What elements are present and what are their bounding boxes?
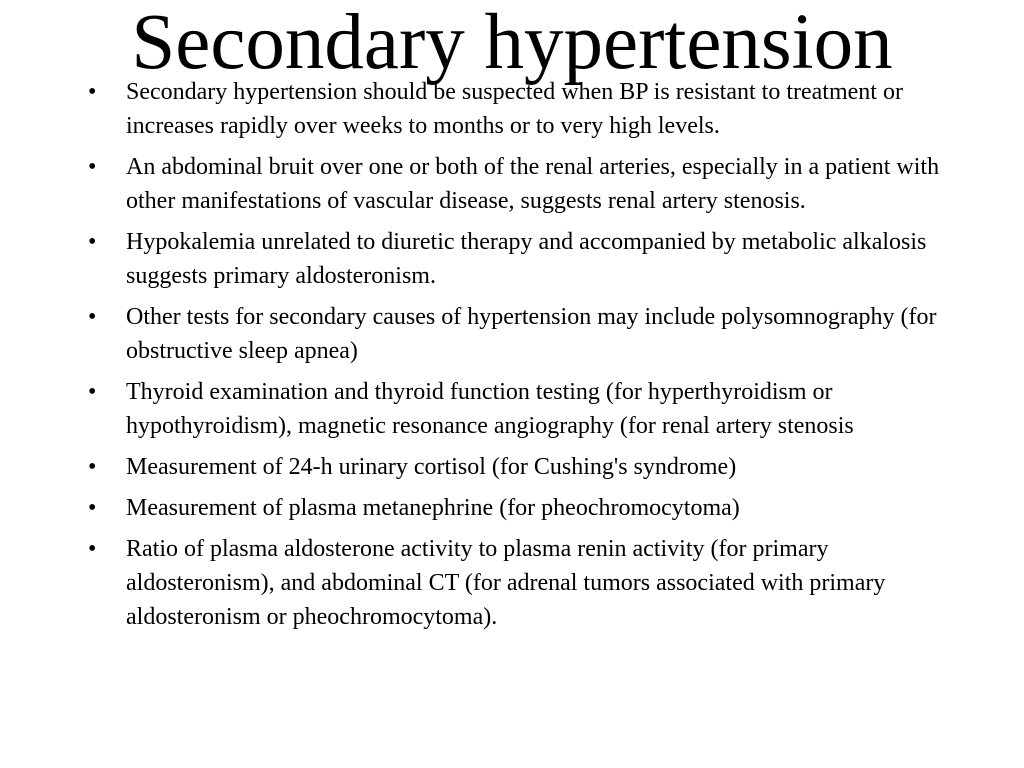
bullet-icon: • (88, 79, 97, 105)
bullet-item (88, 450, 948, 484)
bullet-text: Measurement of 24-h urinary cortisol (for Cushing's syndrome) (126, 454, 737, 480)
bullet-text: Other tests for secondary causes of hypertension may include polysomnography (for obstructive sleep apnea) (126, 304, 937, 364)
bullet-text: Measurement of plasma metanephrine (for pheochromocytoma) (126, 495, 740, 521)
bullet-icon: • (88, 536, 97, 562)
bullet-item (88, 532, 948, 634)
bullet-item (88, 150, 948, 218)
slide-title: Secondary hypertension (131, 0, 893, 86)
bullet-icon: • (88, 379, 97, 405)
bullet-text: Secondary hypertension should be suspected when BP is resistant to treatment or increases rapidly over weeks to months or to very high levels. (126, 79, 903, 139)
bullet-item (88, 75, 948, 143)
bullet-item (88, 225, 948, 293)
bullet-text: Hypokalemia unrelated to diuretic therapy and accompanied by metabolic alkalosis suggests primary aldosteronism. (126, 229, 927, 289)
bullet-item (88, 300, 948, 368)
bullet-icon: • (88, 495, 97, 521)
bullet-item (88, 491, 948, 525)
bullet-item (88, 375, 948, 443)
bullet-text: An abdominal bruit over one or both of the renal arteries, especially in a patient with other manifestations of vascular disease, suggests renal artery stenosis. (126, 154, 940, 214)
bullet-list (88, 75, 948, 641)
bullet-icon: • (88, 304, 97, 330)
bullet-icon: • (88, 229, 97, 255)
bullet-text: Thyroid examination and thyroid function testing (for hyperthyroidism or hypothyroidism), magnetic resonance angiography (for renal artery stenosis (126, 379, 854, 439)
bullet-text: Ratio of plasma aldosterone activity to plasma renin activity (for primary aldosteronism), and abdominal CT (for adrenal tumors associated with primary aldosteronism or pheochromocytoma). (126, 536, 886, 630)
bullet-icon: • (88, 154, 97, 180)
bullet-icon: • (88, 454, 97, 480)
